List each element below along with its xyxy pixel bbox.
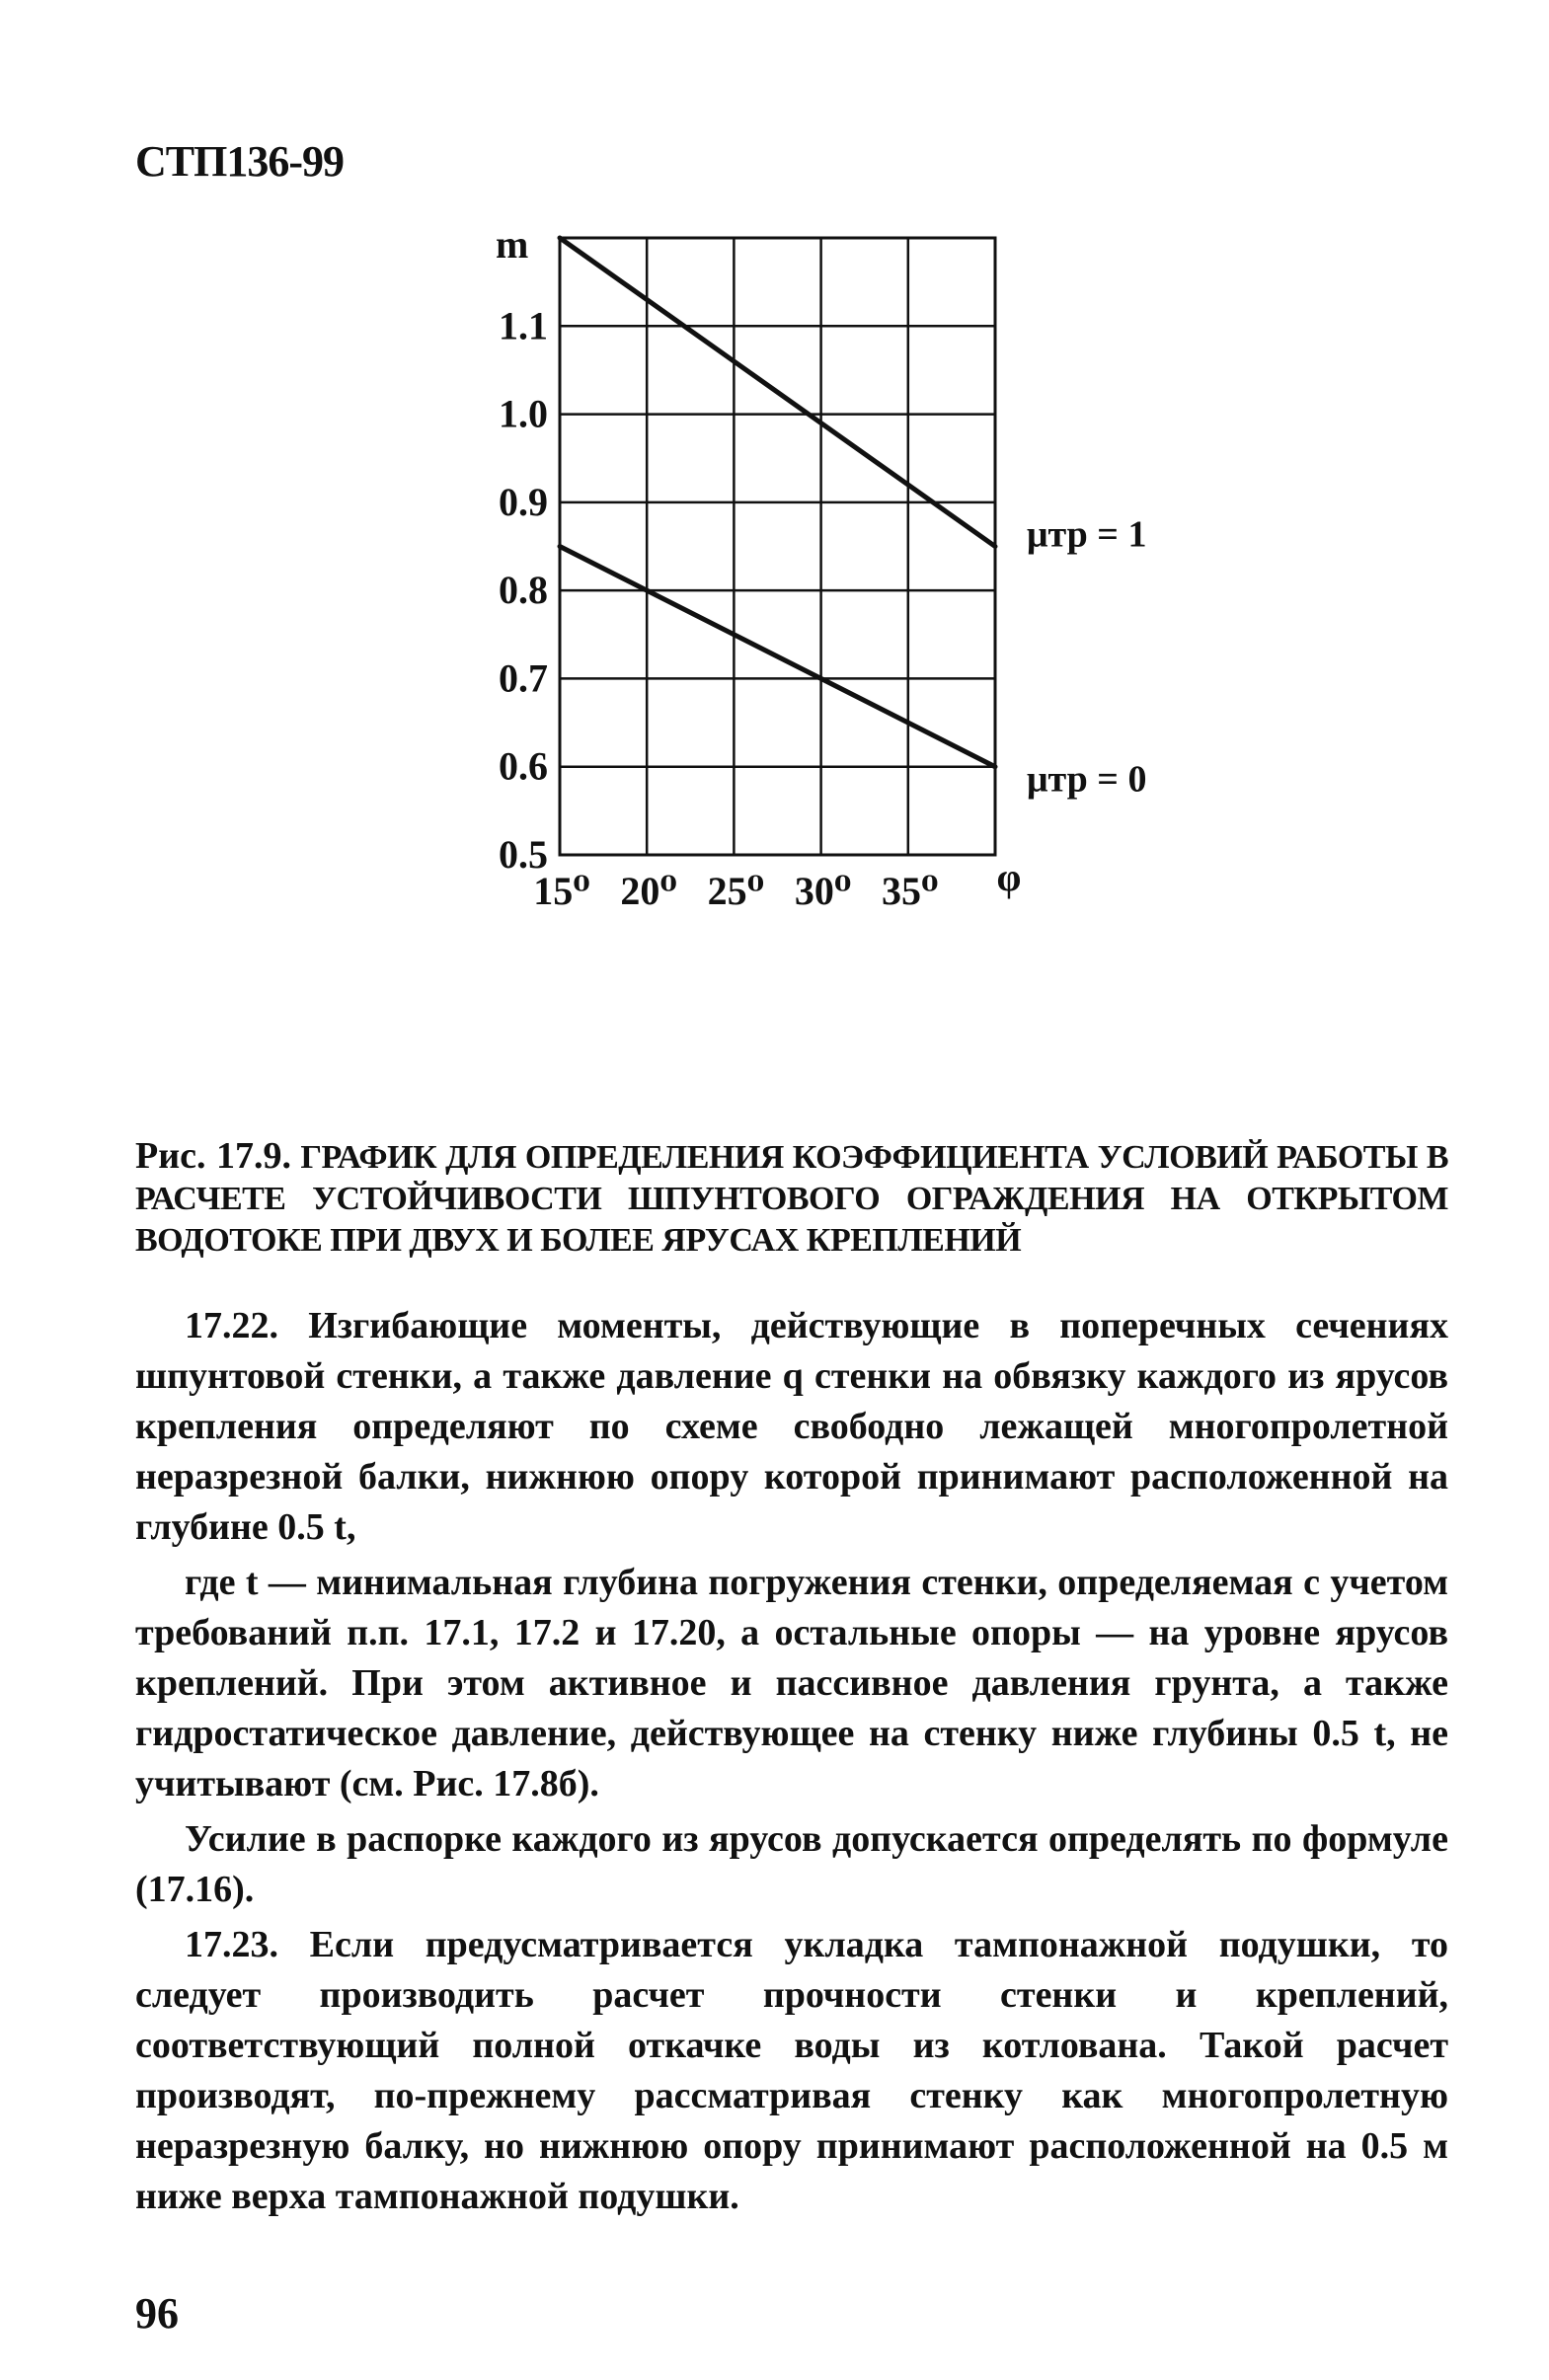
page-number: 96: [135, 2289, 179, 2338]
series-line: [560, 547, 995, 767]
x-tick-label: 20⁰: [620, 869, 677, 913]
body-text: [135, 1301, 1448, 2227]
series-line: [560, 238, 995, 547]
y-tick-label: 1.1: [499, 303, 548, 348]
paragraph-strut-force: Усилие в распорке каждого из ярусов допускается определять по формуле (17.16).: [135, 1818, 1448, 1910]
chart: [0, 0, 1549, 987]
x-axis-label: φ: [996, 855, 1022, 899]
x-tick-label: 15⁰: [533, 869, 590, 913]
y-tick-label: 0.8: [499, 568, 548, 613]
y-axis-label: m: [496, 222, 529, 267]
figure-number: Рис. 17.9.: [135, 1135, 291, 1177]
series-label: μтр = 0: [1027, 758, 1147, 801]
document-code: СТП136-99: [135, 137, 344, 186]
plot-frame: [560, 238, 995, 855]
paragraph-17-23: 17.23. Если предусматривается укладка тампонажной подушки, то следует производить расчет прочности стенки и креплений, соответствующий полной откачке воды из котлована. Такой расчет производят, по-прежнему рассматривая стенку как многопролетную неразрезную балку, но нижнюю опору принимают расположенной на 0.5 м ниже верха тампонажной подушки.: [135, 1924, 1448, 2217]
figure-title: ГРАФИК ДЛЯ ОПРЕДЕЛЕНИЯ КОЭФФИЦИЕНТА УСЛОВИЙ РАБОТЫ В РАСЧЕТЕ УСТОЙЧИВОСТИ ШПУНТОВОГО ОГРАЖДЕНИЯ НА ОТКРЫТОМ ВОДОТОКЕ ПРИ ДВУХ И БОЛЕЕ ЯРУСАХ КРЕПЛЕНИЙ: [135, 1139, 1448, 1259]
x-tick-label: 25⁰: [707, 869, 765, 913]
y-tick-label: 0.7: [499, 655, 548, 701]
series-label: μтр = 1: [1027, 513, 1147, 556]
y-tick-label: 0.6: [499, 743, 548, 789]
x-tick-label: 30⁰: [794, 869, 852, 913]
chart-svg: [0, 0, 1549, 987]
figure-caption: [135, 1135, 1448, 1262]
y-tick-label: 0.9: [499, 479, 548, 524]
y-tick-label: 1.0: [499, 391, 548, 436]
x-tick-label: 35⁰: [882, 869, 939, 913]
y-tick-label: 0.5: [499, 832, 548, 877]
paragraph-where-t: где t — минимальная глубина погружения стенки, определяемая с учетом требований п.п. 17.1, 17.2 и 17.20, а остальные опоры — на уровне ярусов креплений. При этом активное и пассивное давления грунта, а также гидростатическое давление, действующее на стенку ниже глубины 0.5 t, не учитывают (см. Рис. 17.8б).: [135, 1562, 1448, 1804]
paragraph-17-22: 17.22. Изгибающие моменты, действующие в поперечных сечениях шпунтовой стенки, а также давление q стенки на обвязку каждого из ярусов крепления определяют по схеме свободно лежащей многопролетной неразрезной балки, нижнюю опору которой принимают расположенной на глубине 0.5 t,: [135, 1305, 1448, 1548]
